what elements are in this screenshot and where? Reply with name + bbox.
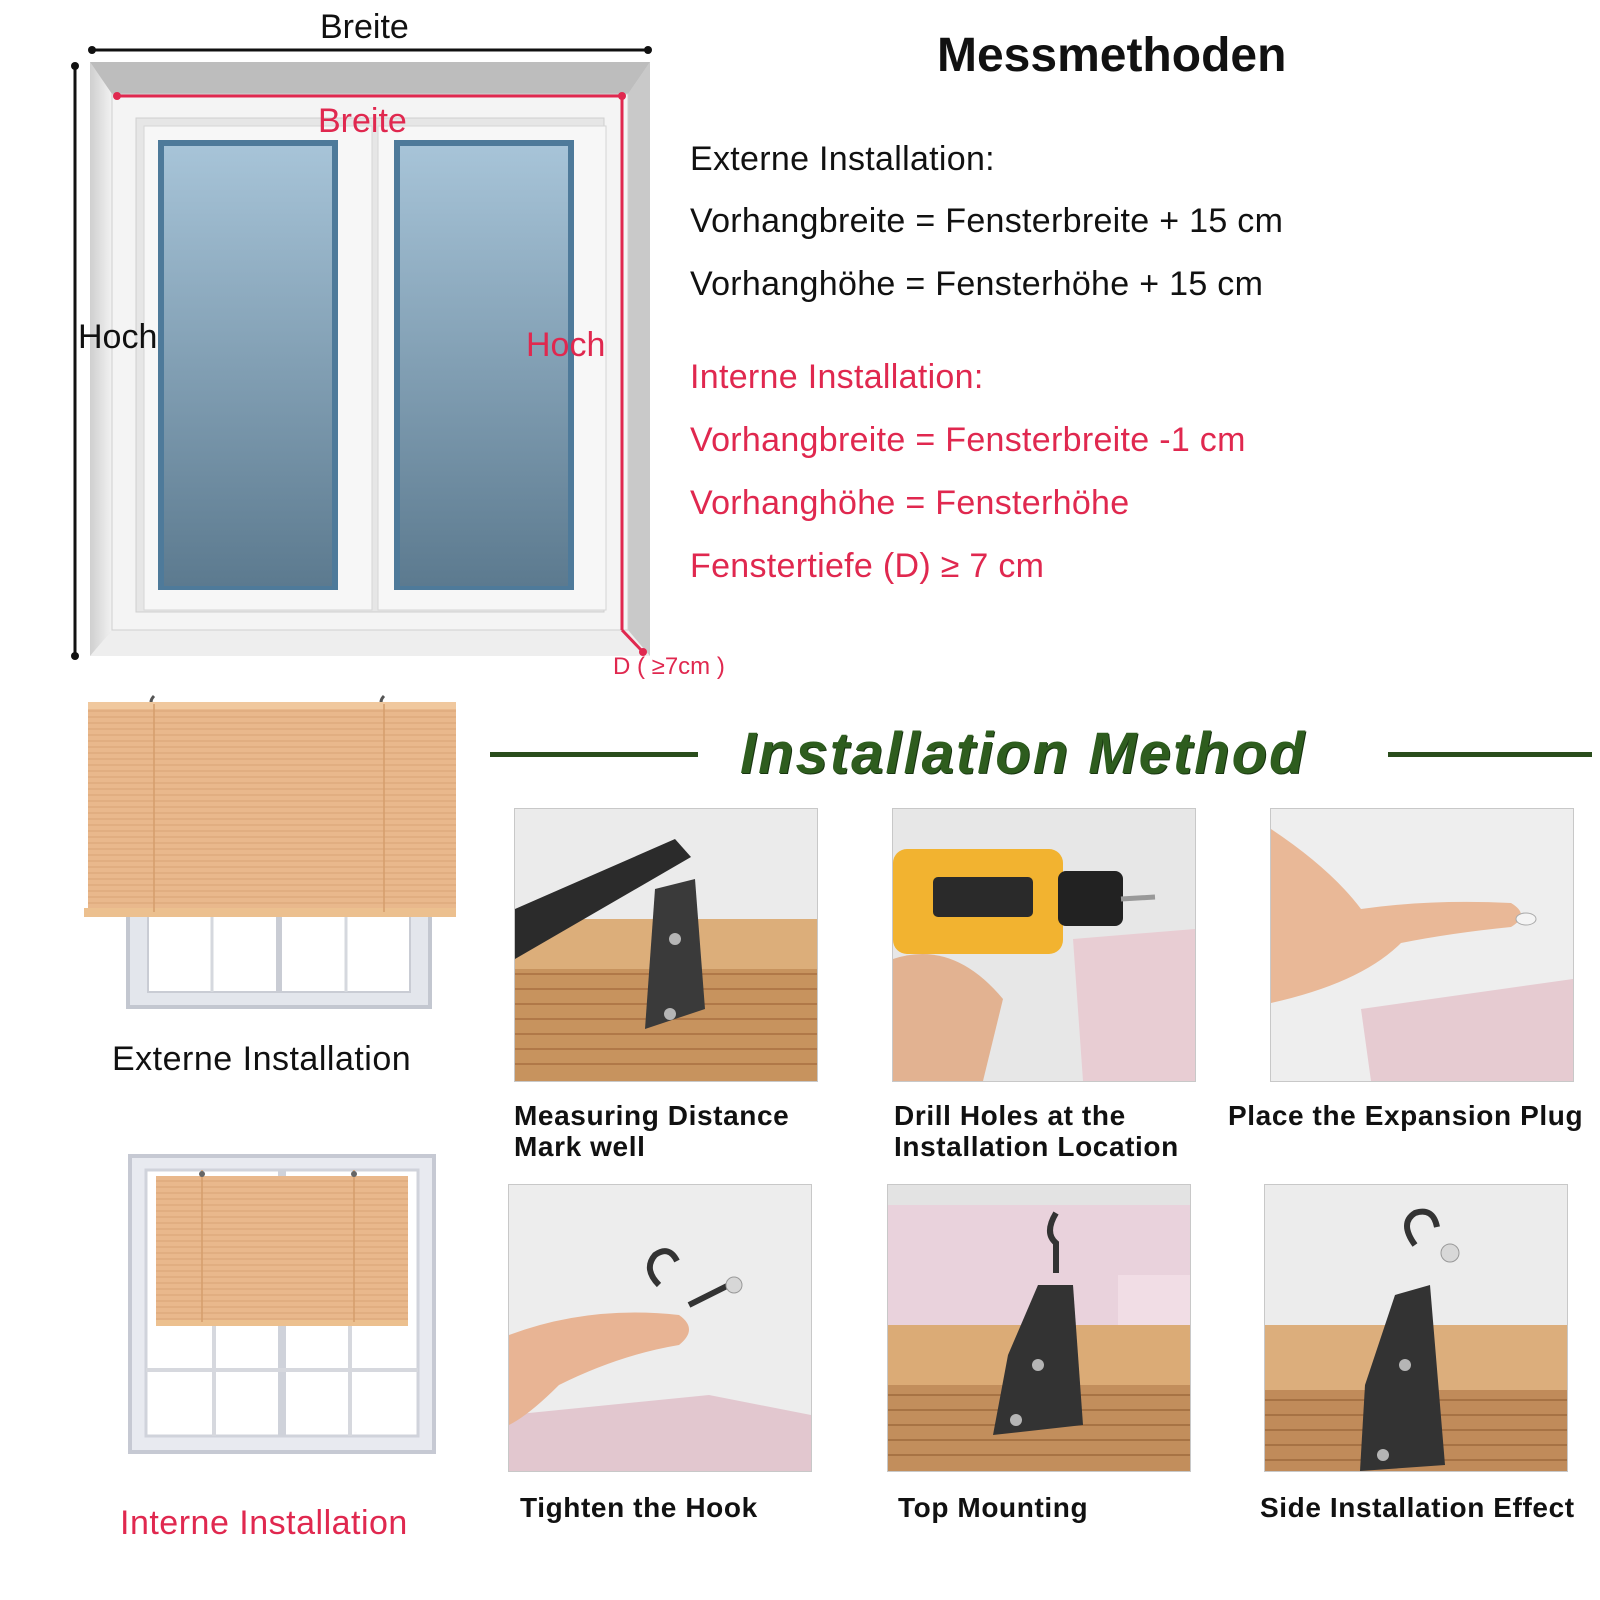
outer-height-label: Hoch — [78, 318, 158, 356]
step-1-caption-line-1: Measuring Distance — [514, 1100, 790, 1131]
internal-height-formula: Vorhanghöhe = Fensterhöhe — [690, 484, 1130, 522]
step-5-image — [887, 1184, 1191, 1472]
step-4-image — [508, 1184, 812, 1472]
step-4-caption-line-1: Tighten the Hook — [520, 1492, 758, 1523]
window-illustration — [60, 0, 760, 690]
step-3-caption-line-1: Place the Expansion Plug — [1228, 1100, 1584, 1131]
measurement-title: Messmethoden — [937, 29, 1287, 82]
step-2-image — [892, 808, 1196, 1082]
step-2-caption-line-2: Installation Location — [894, 1131, 1179, 1162]
external-install-label: Externe Installation — [112, 1040, 412, 1078]
external-width-formula: Vorhangbreite = Fensterbreite + 15 cm — [690, 202, 1284, 240]
internal-install-image — [128, 1154, 438, 1454]
step-6-image — [1264, 1184, 1568, 1472]
internal-width-formula: Vorhangbreite = Fensterbreite -1 cm — [690, 421, 1246, 459]
step-5-caption-line-1: Top Mounting — [898, 1492, 1089, 1523]
outer-width-label: Breite — [320, 8, 409, 46]
external-install-image — [84, 690, 464, 1010]
step-1-image — [514, 808, 818, 1082]
internal-heading: Interne Installation: — [690, 358, 984, 396]
depth-label: D ( ≥7cm ) — [613, 653, 725, 680]
step-6-caption-line-1: Side Installation Effect — [1260, 1492, 1575, 1523]
title-rule-right — [1388, 752, 1592, 757]
step-3-image — [1270, 808, 1574, 1082]
installation-method-title: Installation Method — [740, 721, 1307, 786]
external-height-formula: Vorhanghöhe = Fensterhöhe + 15 cm — [690, 265, 1264, 303]
internal-install-label: Interne Installation — [120, 1504, 408, 1542]
inner-height-label: Hoch — [526, 326, 606, 364]
external-heading: Externe Installation: — [690, 140, 995, 178]
window-measurement-diagram — [60, 0, 760, 690]
inner-width-label: Breite — [318, 102, 407, 140]
step-2-caption-line-1: Drill Holes at the — [894, 1100, 1126, 1131]
internal-depth-formula: Fenstertiefe (D) ≥ 7 cm — [690, 547, 1045, 585]
title-rule-left — [490, 752, 698, 757]
step-1-caption-line-2: Mark well — [514, 1131, 646, 1162]
